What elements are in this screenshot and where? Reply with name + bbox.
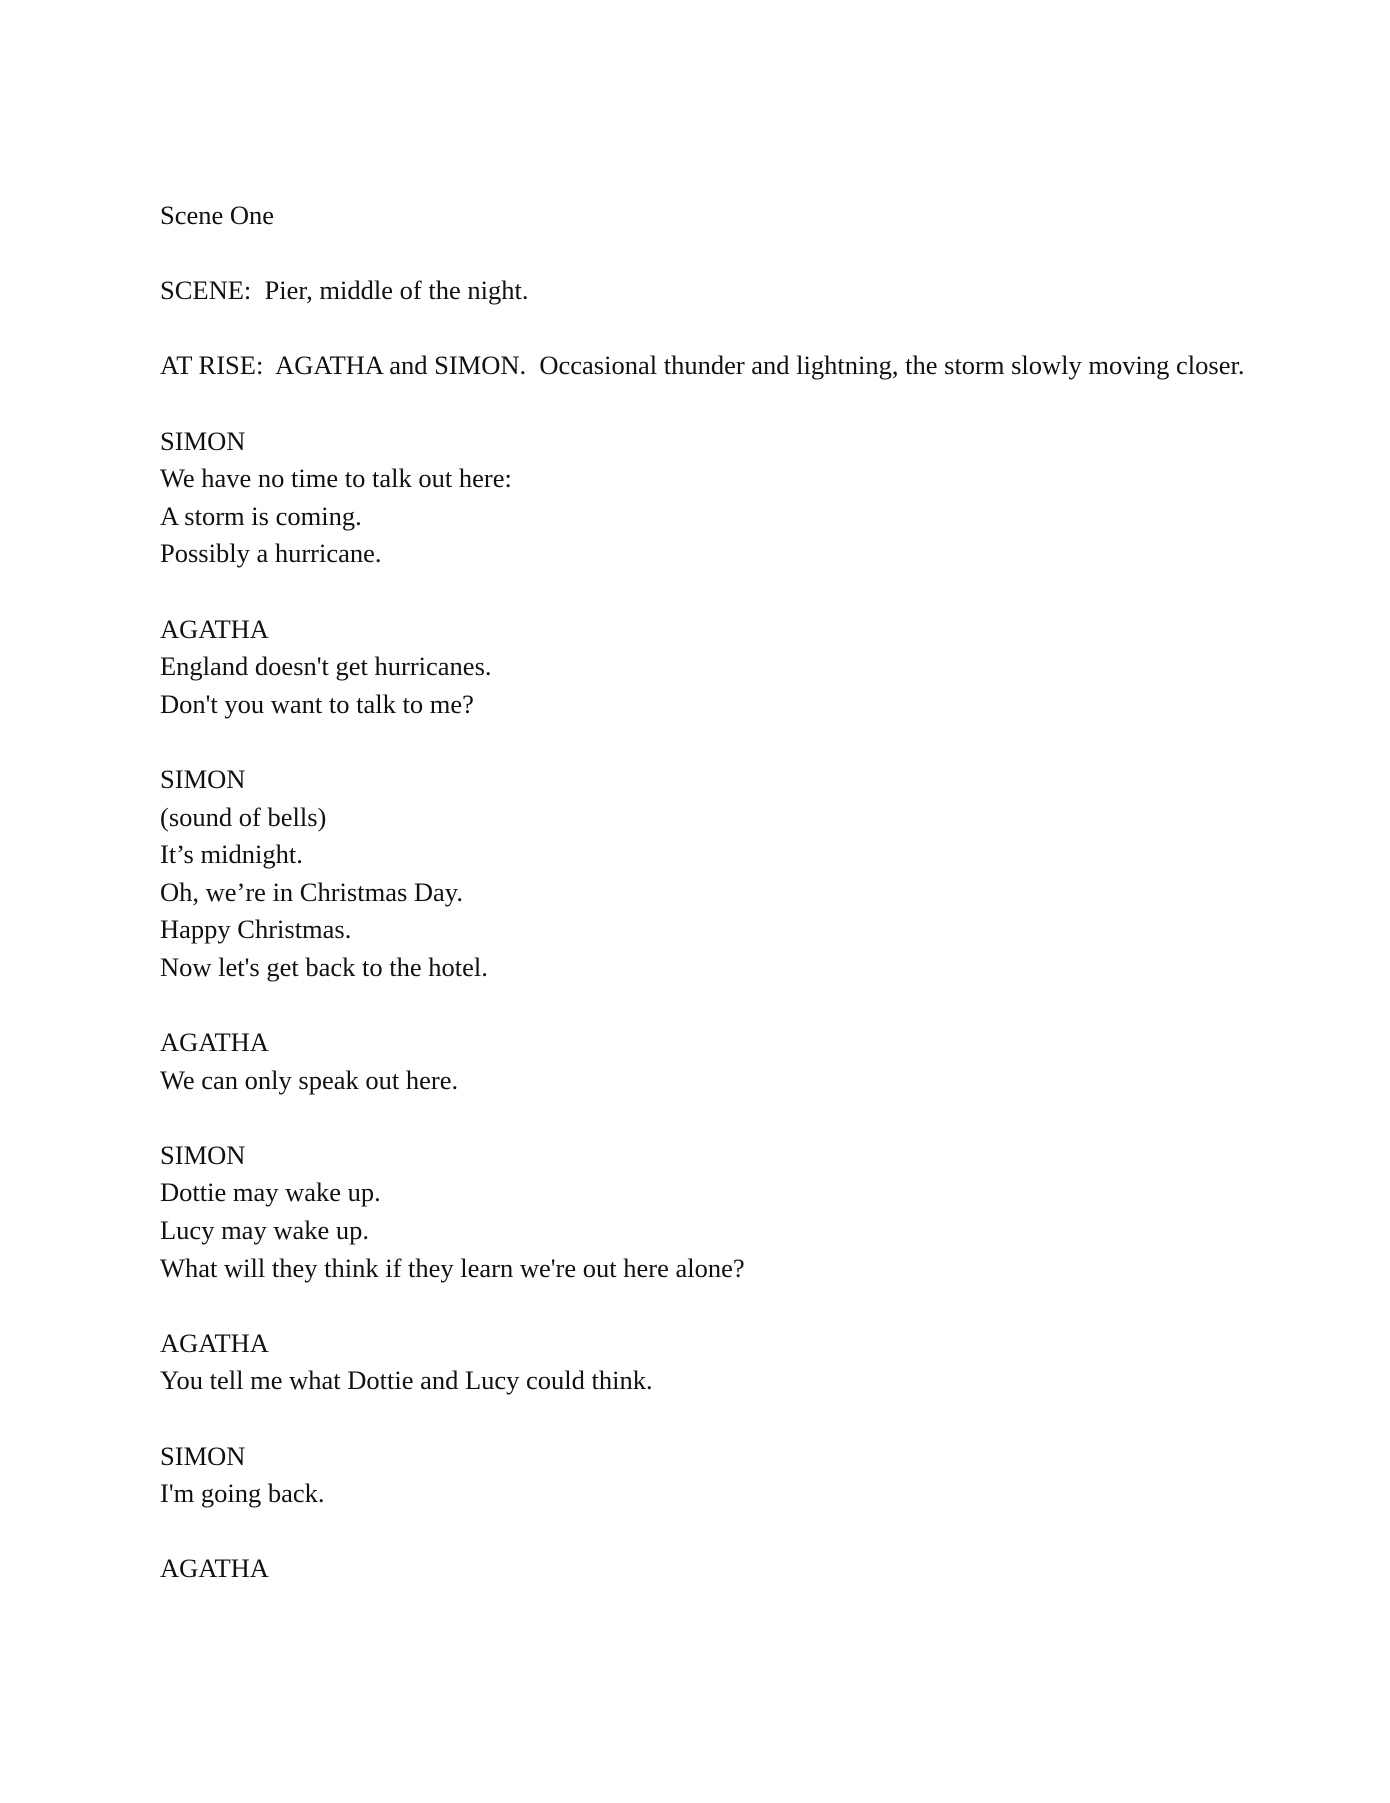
dialogue-block xyxy=(160,1024,1260,1099)
speaker-name: SIMON xyxy=(160,1139,246,1170)
dialogue-line: Possibly a hurricane. xyxy=(160,538,382,569)
dialogue-line: I'm going back. xyxy=(160,1478,325,1509)
at-rise-block xyxy=(160,347,1260,385)
dialogue-line: Happy Christmas. xyxy=(160,914,352,945)
scene-heading-block xyxy=(160,197,1260,235)
scene-setting-block xyxy=(160,272,1260,310)
speaker-name: AGATHA xyxy=(160,1027,269,1058)
scene-setting: SCENE: Pier, middle of the night. xyxy=(160,275,529,306)
dialogue-block xyxy=(160,1550,1260,1588)
dialogue-line: Lucy may wake up. xyxy=(160,1215,369,1246)
speaker-name: SIMON xyxy=(160,1440,246,1471)
script-page xyxy=(160,197,1260,1626)
dialogue-block xyxy=(160,1137,1260,1287)
dialogue-block xyxy=(160,761,1260,987)
dialogue-line: What will they think if they learn we're out here alone? xyxy=(160,1252,745,1283)
dialogue-line: Dottie may wake up. xyxy=(160,1177,381,1208)
scene-title: Scene One xyxy=(160,200,275,230)
speaker-name: AGATHA xyxy=(160,1553,269,1584)
dialogue-block xyxy=(160,611,1260,724)
dialogue-line: We have no time to talk out here: xyxy=(160,463,512,494)
dialogue-line: England doesn't get hurricanes. xyxy=(160,651,492,682)
stage-direction: (sound of bells) xyxy=(160,801,327,832)
dialogue-line: We can only speak out here. xyxy=(160,1064,459,1095)
speaker-name: SIMON xyxy=(160,425,246,456)
dialogue-block xyxy=(160,423,1260,573)
dialogue-block xyxy=(160,1438,1260,1513)
dialogue-line: Don't you want to talk to me? xyxy=(160,688,474,719)
speaker-name: AGATHA xyxy=(160,613,269,644)
dialogue-line: You tell me what Dottie and Lucy could think. xyxy=(160,1365,653,1396)
speaker-name: SIMON xyxy=(160,763,246,794)
dialogue-line: Oh, we’re in Christmas Day. xyxy=(160,876,463,907)
speaker-name: AGATHA xyxy=(160,1327,269,1358)
dialogue-line: A storm is coming. xyxy=(160,500,362,531)
at-rise-direction: AT RISE: AGATHA and SIMON. Occasional thunder and lightning, the storm slowly moving closer. xyxy=(160,350,1245,381)
dialogue-line: Now let's get back to the hotel. xyxy=(160,951,488,982)
dialogue-block xyxy=(160,1325,1260,1400)
dialogue-line: It’s midnight. xyxy=(160,839,303,870)
